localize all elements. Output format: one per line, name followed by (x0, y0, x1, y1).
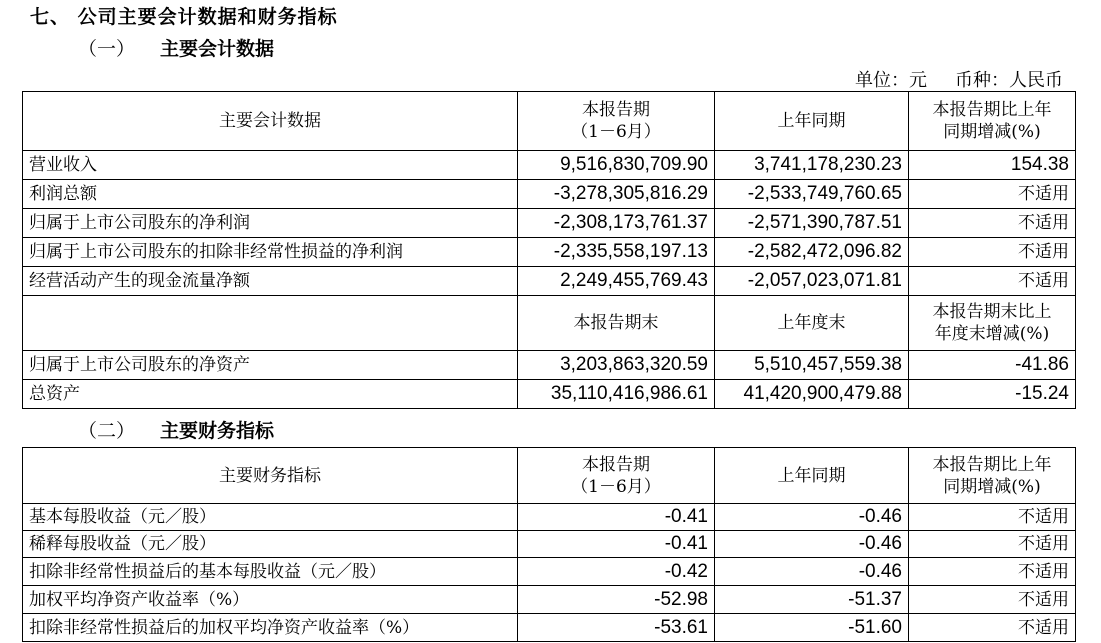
unit-currency-line (855, 66, 1063, 92)
table-row (23, 151, 1076, 180)
table-row (23, 209, 1076, 238)
table-row (23, 267, 1076, 296)
row-label: 总资产 (23, 380, 518, 409)
prior-value: -0.46 (715, 531, 909, 558)
table-row (23, 380, 1076, 409)
current-value: -2,335,558,197.13 (518, 238, 715, 267)
financial-indicators-table (22, 447, 1076, 642)
table-header-row (23, 92, 1076, 151)
row-label: 扣除非经常性损益后的加权平均净资产收益率（%） (23, 614, 518, 642)
change-value: 不适用 (909, 209, 1076, 238)
current-value: -3,278,305,816.29 (518, 180, 715, 209)
current-value: -0.41 (518, 531, 715, 558)
change-value: 不适用 (909, 586, 1076, 614)
table-row (23, 614, 1076, 642)
change-value: 不适用 (909, 238, 1076, 267)
table-row (23, 504, 1076, 531)
header-line: 本报告期 (582, 100, 650, 120)
table-row (23, 351, 1076, 380)
header-period-end: 本报告期末 (518, 296, 715, 351)
table-header-row (23, 448, 1076, 504)
prior-value: -0.46 (715, 504, 909, 531)
row-label: 加权平均净资产收益率（%） (23, 586, 518, 614)
row-label: 归属于上市公司股东的净资产 (23, 351, 518, 380)
table-row (23, 180, 1076, 209)
prior-value: -2,533,749,760.65 (715, 180, 909, 209)
current-value: -0.42 (518, 558, 715, 586)
change-value: 154.38 (909, 151, 1076, 180)
header-change-year-end (909, 296, 1076, 351)
table-row (23, 558, 1076, 586)
current-value: 2,249,455,769.43 (518, 267, 715, 296)
table-subheader-row (23, 296, 1076, 351)
change-value: 不适用 (909, 614, 1076, 642)
row-label: 归属于上市公司股东的扣除非经常性损益的净利润 (23, 238, 518, 267)
prior-value: -2,582,472,096.82 (715, 238, 909, 267)
header-line: 同期增减(%) (943, 122, 1041, 142)
header-line: 年度末增减(%) (934, 324, 1050, 344)
current-value: 3,203,863,320.59 (518, 351, 715, 380)
change-value: 不适用 (909, 180, 1076, 209)
current-value: -0.41 (518, 504, 715, 531)
header-line: 本报告期比上年 (932, 454, 1052, 475)
current-value: -52.98 (518, 586, 715, 614)
header-current-period (518, 448, 715, 504)
prior-value: -2,571,390,787.51 (715, 209, 909, 238)
header-item: 主要财务指标 (23, 448, 518, 504)
prior-value: 5,510,457,559.38 (715, 351, 909, 380)
table-row (23, 238, 1076, 267)
subsection-label: 主要会计数据 (160, 38, 275, 60)
empty-cell (23, 296, 518, 351)
change-value: 不适用 (909, 504, 1076, 531)
subsection-number: （一） (78, 38, 136, 60)
row-label: 扣除非经常性损益后的基本每股收益（元／股） (23, 558, 518, 586)
header-line: 同期增减(%) (943, 476, 1041, 497)
change-value: 不适用 (909, 267, 1076, 296)
header-item: 主要会计数据 (23, 92, 518, 151)
header-line: （1－6月） (571, 122, 661, 142)
header-line: 本报告期末比上 (932, 302, 1052, 322)
change-value: 不适用 (909, 531, 1076, 558)
current-value: 35,110,416,986.61 (518, 380, 715, 409)
prior-value: -51.37 (715, 586, 909, 614)
change-value: -15.24 (909, 380, 1076, 409)
current-value: -53.61 (518, 614, 715, 642)
header-line: 本报告期 (582, 454, 650, 475)
header-prior-year-end: 上年度末 (715, 296, 909, 351)
subsection-title-accounting-data (78, 34, 274, 61)
table-row (23, 531, 1076, 558)
prior-value: 41,420,900,479.88 (715, 380, 909, 409)
change-value: 不适用 (909, 558, 1076, 586)
section-title: 七、 公司主要会计数据和财务指标 (30, 6, 338, 28)
row-label: 经营活动产生的现金流量净额 (23, 267, 518, 296)
row-label: 基本每股收益（元／股） (23, 504, 518, 531)
header-prior-period: 上年同期 (715, 448, 909, 504)
header-prior-period: 上年同期 (715, 92, 909, 151)
currency-label: 币种：人民币 (955, 70, 1063, 91)
header-change (909, 92, 1076, 151)
header-current-period (518, 92, 715, 151)
prior-value: -51.60 (715, 614, 909, 642)
table-row (23, 586, 1076, 614)
prior-value: -0.46 (715, 558, 909, 586)
row-label: 利润总额 (23, 180, 518, 209)
prior-value: 3,741,178,230.23 (715, 151, 909, 180)
subsection-label: 主要财务指标 (160, 420, 275, 442)
accounting-data-table (22, 91, 1076, 409)
current-value: -2,308,173,761.37 (518, 209, 715, 238)
subsection-title-financial-indicators (78, 416, 274, 443)
unit-label: 单位：元 (855, 70, 927, 91)
header-change (909, 448, 1076, 504)
subsection-number: （二） (78, 420, 136, 442)
prior-value: -2,057,023,071.81 (715, 267, 909, 296)
change-value: -41.86 (909, 351, 1076, 380)
row-label: 营业收入 (23, 151, 518, 180)
header-line: 本报告期比上年 (932, 100, 1052, 120)
row-label: 稀释每股收益（元／股） (23, 531, 518, 558)
current-value: 9,516,830,709.90 (518, 151, 715, 180)
header-line: （1－6月） (571, 476, 661, 497)
row-label: 归属于上市公司股东的净利润 (23, 209, 518, 238)
